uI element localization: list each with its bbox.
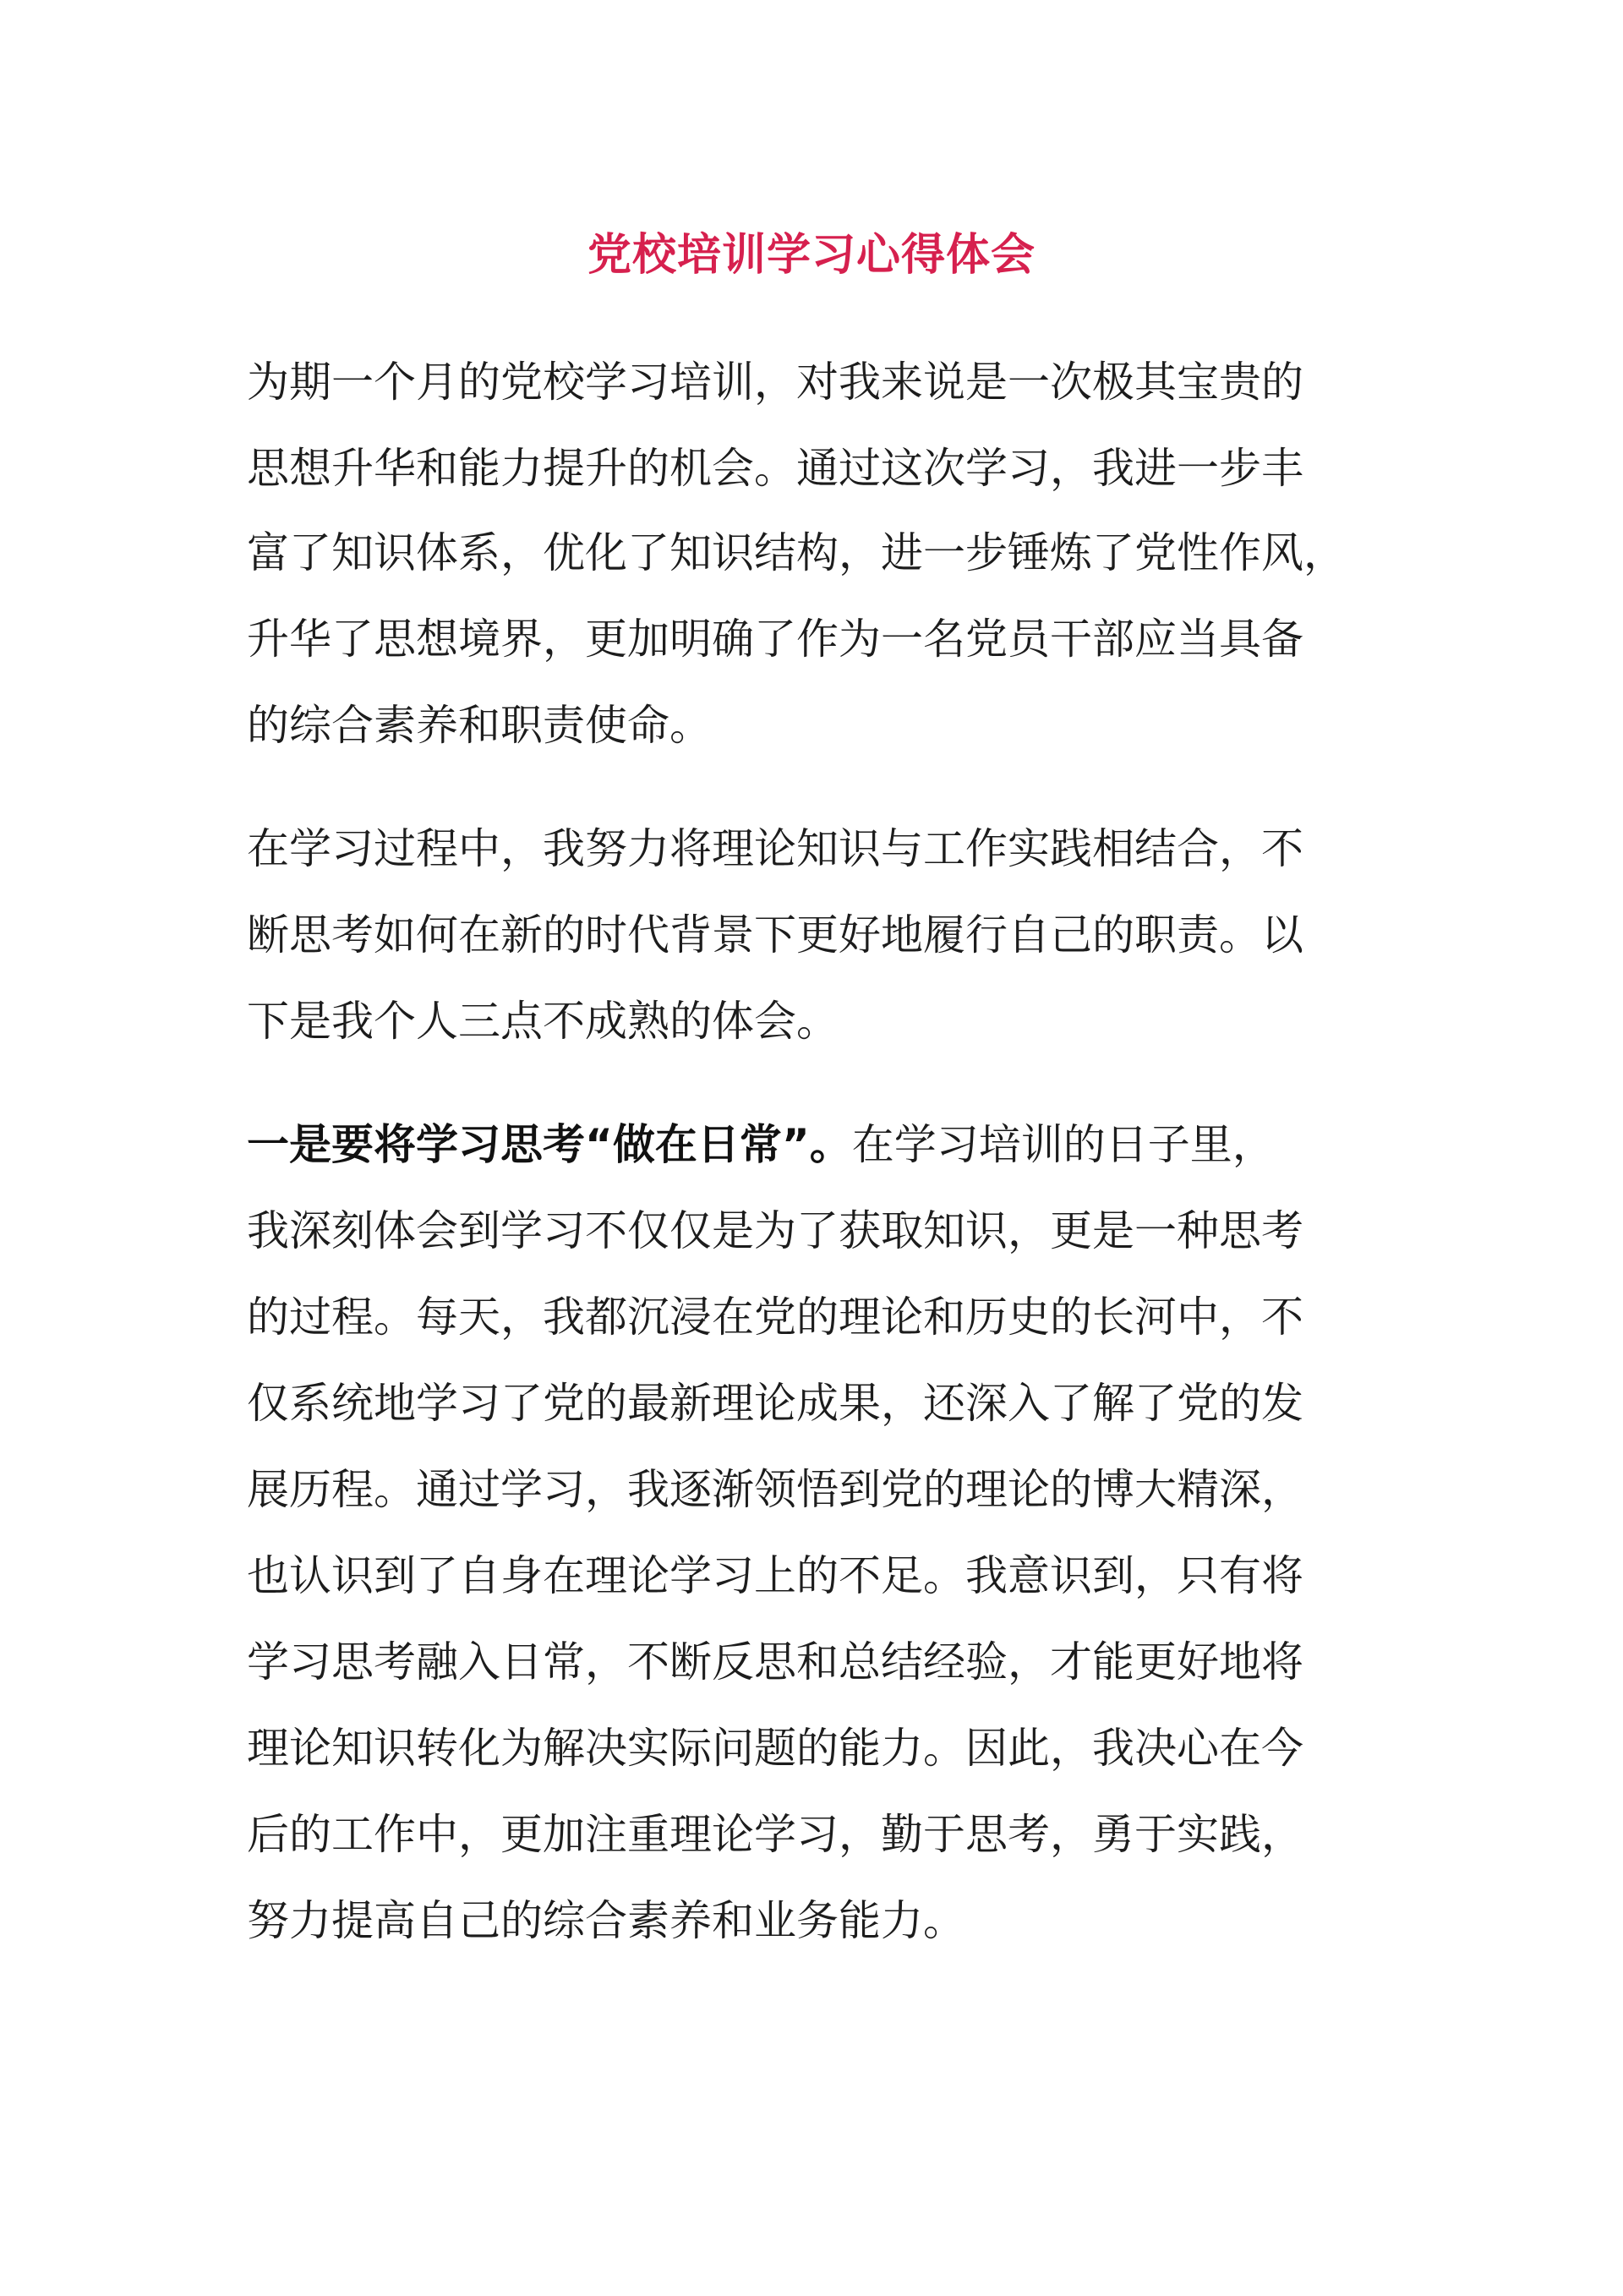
paragraph-1-line: 的综合素养和职责使命。 — [247, 701, 712, 750]
paragraph-3-line: 也认识到了自身在理论学习上的不足。我意识到，只有将 — [247, 1551, 1303, 1600]
paragraph-3-line: 仅系统地学习了党的最新理论成果，还深入了解了党的发 — [247, 1379, 1303, 1428]
paragraph-2-line: 下是我个人三点不成熟的体会。 — [247, 997, 839, 1046]
paragraph-3-first-line-text: 在学习培训的日子里， — [851, 1120, 1275, 1169]
paragraph-2-line: 断思考如何在新的时代背景下更好地履行自己的职责。以 — [247, 910, 1303, 959]
paragraph-3-line: 后的工作中，更加注重理论学习，勤于思考，勇于实践， — [247, 1810, 1303, 1859]
paragraph-3-line: 展历程。通过学习，我逐渐领悟到党的理论的博大精深， — [247, 1465, 1303, 1514]
paragraph-3-line: 的过程。每天，我都沉浸在党的理论和历史的长河中，不 — [247, 1293, 1303, 1342]
paragraph-1-line: 思想升华和能力提升的机会。通过这次学习，我进一步丰 — [247, 444, 1303, 493]
paragraph-1-line: 升华了思想境界，更加明确了作为一名党员干部应当具备 — [247, 615, 1303, 664]
paragraph-1-line: 为期一个月的党校学习培训，对我来说是一次极其宝贵的 — [247, 358, 1303, 407]
paragraph-3-first-line — [247, 1111, 1275, 1178]
paragraph-3-line: 理论知识转化为解决实际问题的能力。因此，我决心在今 — [247, 1724, 1303, 1773]
paragraph-3-line: 学习思考融入日常，不断反思和总结经验，才能更好地将 — [247, 1637, 1303, 1686]
paragraph-3-line: 我深刻体会到学习不仅仅是为了获取知识，更是一种思考 — [247, 1206, 1303, 1255]
section-heading: 一是要将学习思考“做在日常”。 — [247, 1120, 852, 1169]
paragraph-2-line: 在学习过程中，我努力将理论知识与工作实践相结合，不 — [247, 824, 1303, 873]
paragraph-1-line: 富了知识体系，优化了知识结构，进一步锤炼了党性作风， — [247, 528, 1346, 577]
document-title: 党校培训学习心得体会 — [587, 230, 1036, 281]
paragraph-3-line: 努力提高自己的综合素养和业务能力。 — [247, 1896, 965, 1945]
